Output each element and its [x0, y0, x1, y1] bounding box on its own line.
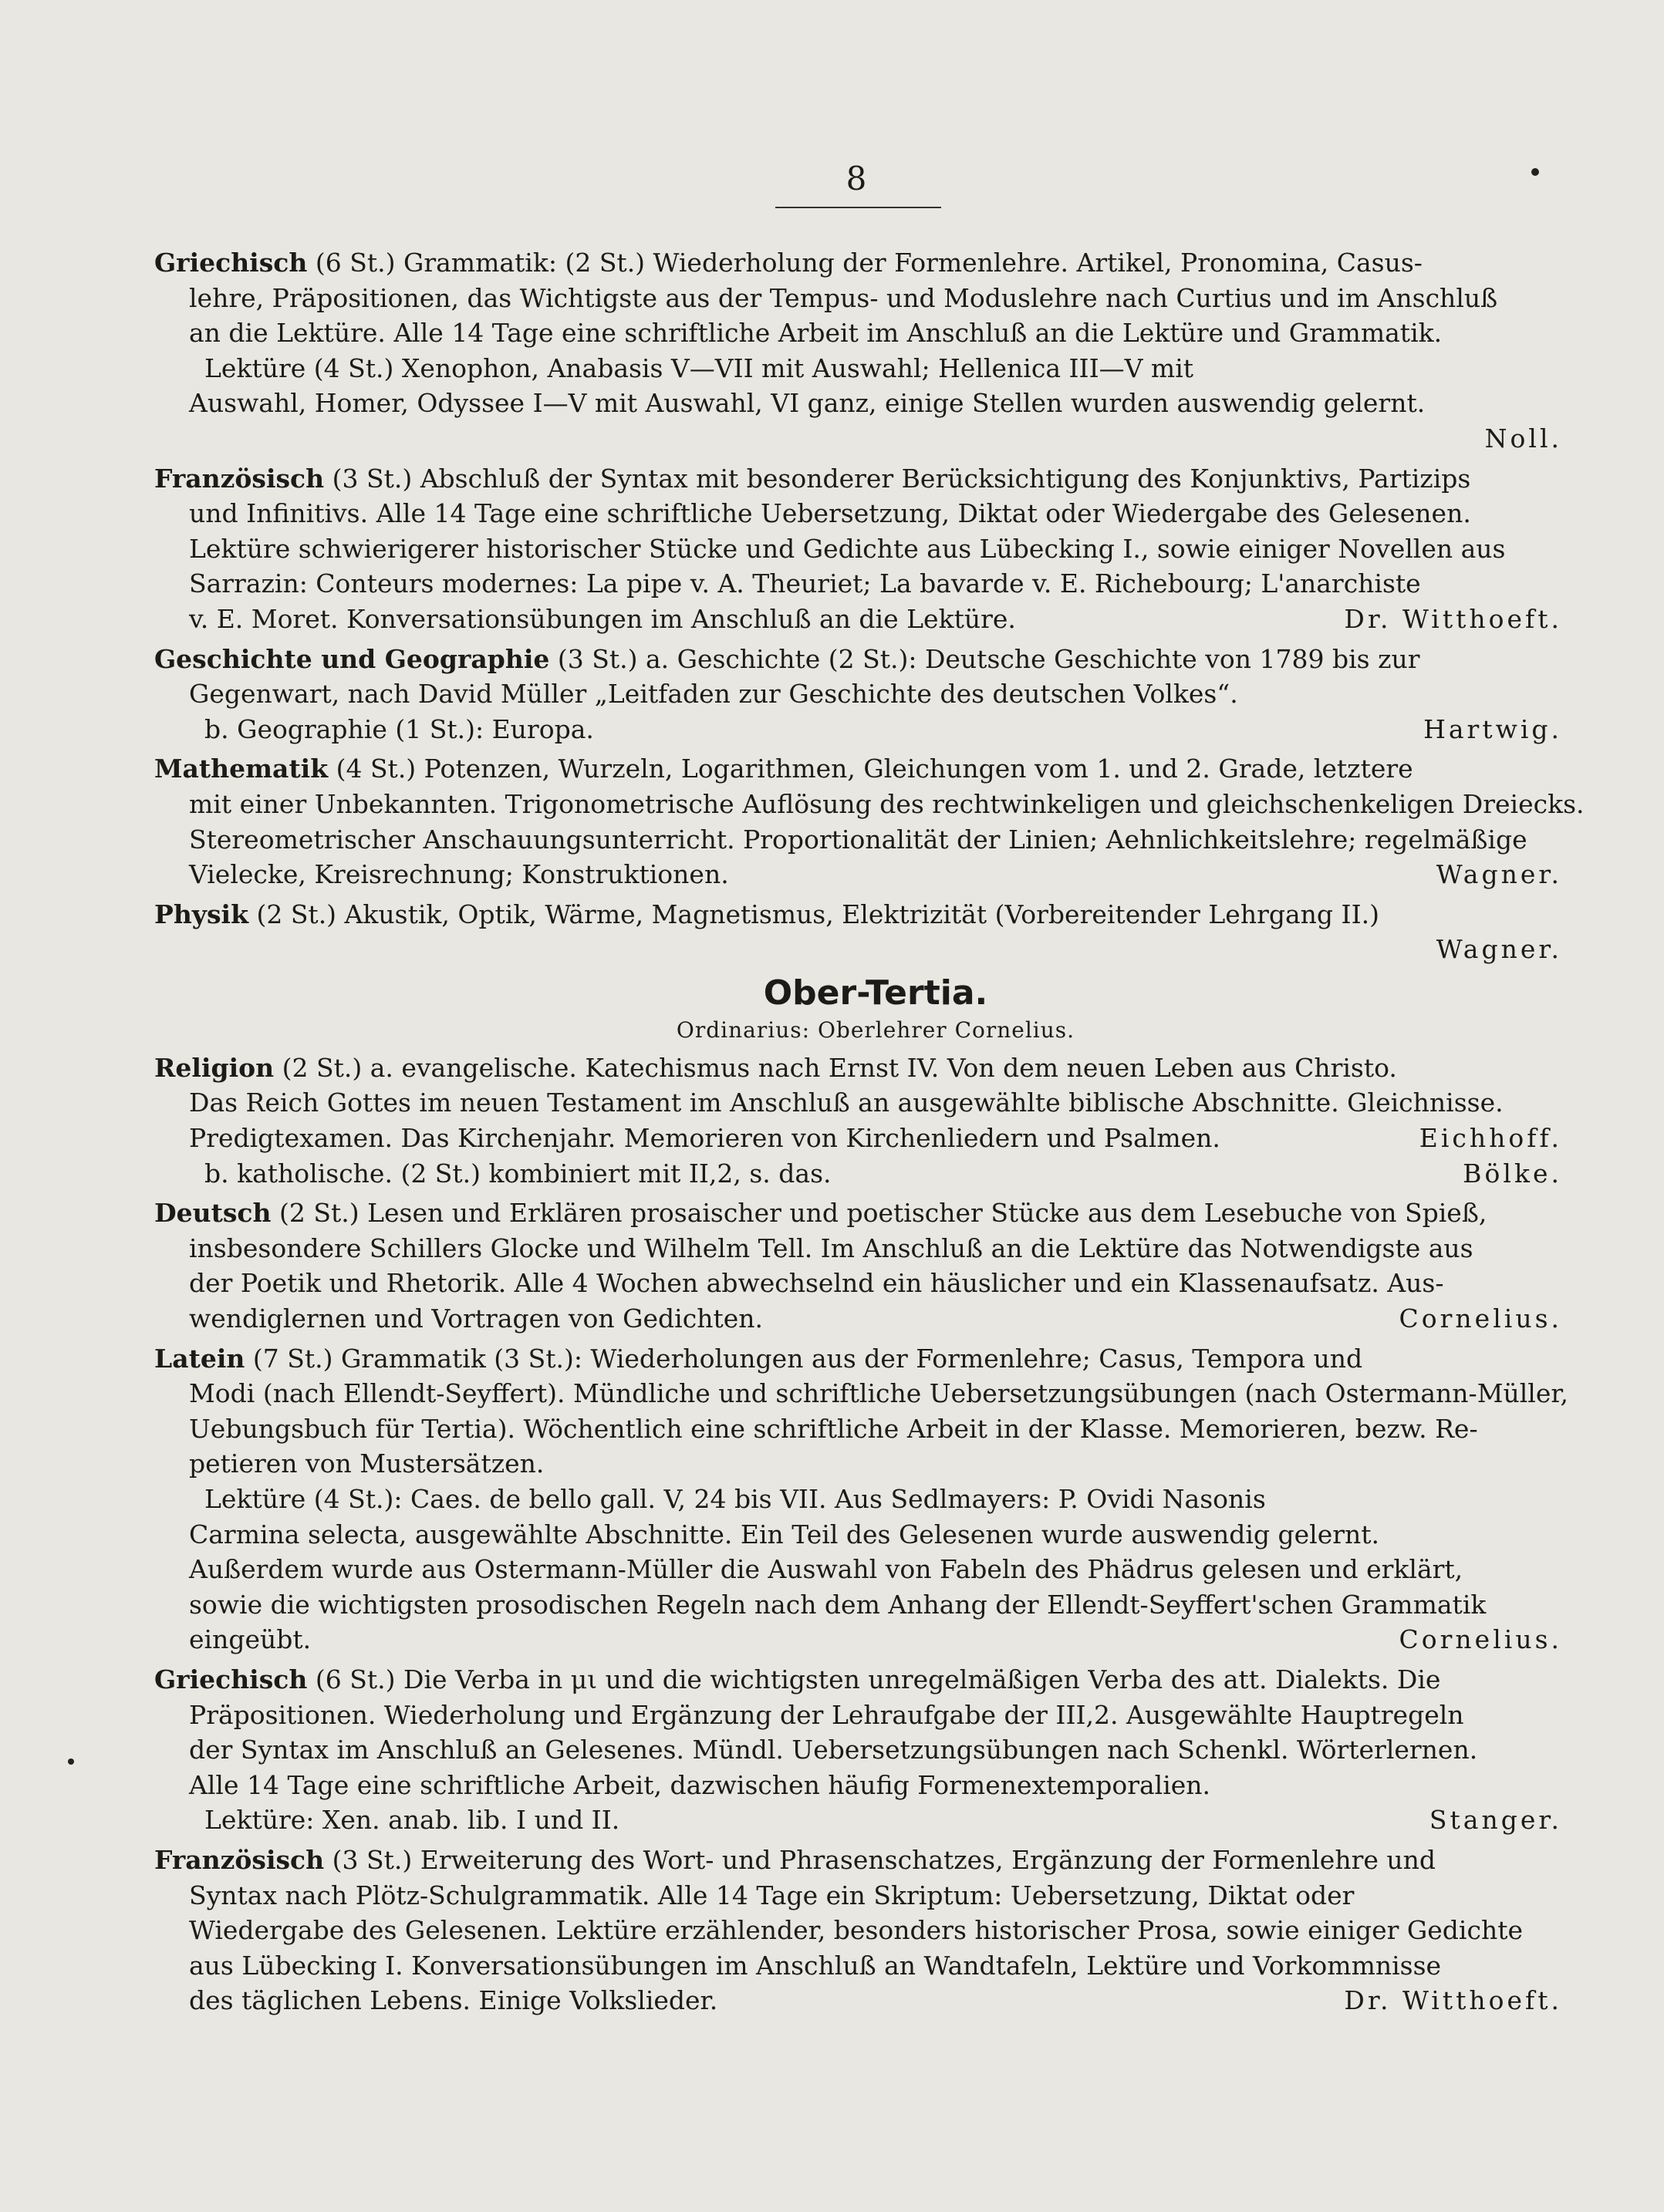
class-heading: Ober-Tertia.: [763, 973, 988, 1013]
print-speck: [1531, 168, 1539, 176]
teacher-name: Cornelius.: [1399, 1624, 1562, 1655]
text-line: (3 St.) Abschluß der Syntax mit besonderer Berücksichtigung des Konjunktivs, Partizips: [332, 463, 1471, 494]
text-line: Sarrazin: Conteurs modernes: La pipe v. A. Theuriet; La bavarde v. E. Richebourg; L'anarchiste: [189, 568, 1421, 599]
text-line: Vielecke, Kreisrechnung; Konstruktionen.: [189, 859, 729, 890]
text-line: b. Geographie (1 St.): Europa.: [204, 713, 594, 744]
teacher-name: Bölke.: [1463, 1158, 1562, 1189]
page-number: 8: [846, 160, 867, 197]
text-line: der Poetik und Rhetorik. Alle 4 Wochen abwechselnd ein häuslicher und ein Klassenaufsatz. Aus-: [189, 1268, 1444, 1299]
section-latein: [154, 1341, 1569, 1657]
text-line: insbesondere Schillers Glocke und Wilhelm Tell. Im Anschluß an die Lektüre das Notwendigste aus: [189, 1232, 1473, 1263]
teacher-name: Cornelius.: [1399, 1303, 1562, 1334]
text-line: und Infinitivs. Alle 14 Tage eine schriftliche Uebersetzung, Diktat oder Wiedergabe des Gelesenen.: [189, 498, 1471, 529]
subject-title: Geschichte und Geographie: [154, 643, 550, 674]
text-line: (7 St.) Grammatik (3 St.): Wiederholungen aus der Formenlehre; Casus, Tempora und: [252, 1343, 1363, 1374]
text-line: Uebungsbuch für Tertia). Wöchentlich eine schriftliche Arbeit in der Klasse. Memorieren, bezw. Re-: [189, 1413, 1478, 1444]
section-mathematik: [154, 751, 1585, 892]
text-line: (2 St.) a. evangelische. Katechismus nach Ernst IV. Von dem neuen Leben aus Christo.: [282, 1052, 1397, 1083]
teacher-name: Dr. Witthoeft.: [1344, 1985, 1562, 2016]
subject-title: Deutsch: [154, 1198, 272, 1229]
section-physik: [154, 897, 1562, 967]
text-line: Stereometrischer Anschauungsunterricht. Proportionalität der Linien; Aehnlichkeitslehre; regelmäßige: [189, 824, 1527, 855]
subject-title: Physik: [154, 899, 248, 929]
teacher-name: Dr. Witthoeft.: [1344, 603, 1562, 634]
section-griechisch-1: [154, 245, 1562, 457]
section-franzoesisch-1: [154, 461, 1562, 637]
subject-title: Griechisch: [154, 1664, 308, 1694]
text-line: Carmina selecta, ausgewählte Abschnitte. Ein Teil des Gelesenen wurde auswendig gelernt.: [189, 1519, 1380, 1549]
text-line: Predigtexamen. Das Kirchenjahr. Memorieren von Kirchenliedern und Psalmen.: [189, 1123, 1220, 1154]
text-line: Alle 14 Tage eine schriftliche Arbeit, dazwischen häufig Formenextemporalien.: [189, 1769, 1211, 1800]
teacher-name: Wagner.: [1436, 934, 1562, 965]
text-line: (3 St.) a. Geschichte (2 St.): Deutsche Geschichte von 1789 bis zur: [557, 643, 1420, 674]
text-line: aus Lübecking I. Konversationsübungen im Anschluß an Wandtafeln, Lektüre und Vorkommnisse: [189, 1950, 1442, 1981]
section-franzoesisch-2: [154, 1843, 1562, 2018]
text-line: b. katholische. (2 St.) kombiniert mit II,2, s. das.: [204, 1158, 832, 1189]
subject-title: Französisch: [154, 463, 325, 494]
section-religion: [154, 1050, 1562, 1191]
teacher-name: Hartwig.: [1423, 713, 1562, 744]
text-line: (3 St.) Erweiterung des Wort- und Phrasenschatzes, Ergänzung der Formenlehre und: [332, 1844, 1436, 1875]
text-line: (2 St.) Lesen und Erklären prosaischer und poetischer Stücke aus dem Lesebuche von Spieß,: [279, 1198, 1487, 1229]
text-line: Syntax nach Plötz-Schulgrammatik. Alle 14 Tage ein Skriptum: Uebersetzung, Diktat oder: [189, 1880, 1355, 1910]
text-line: Lektüre (4 St.) Xenophon, Anabasis V—VII mit Auswahl; Hellenica III—V mit: [204, 352, 1194, 383]
text-line: mit einer Unbekannten. Trigonometrische Auflösung des rechtwinkeligen und gleichschenkeligen Dreiecks.: [189, 788, 1585, 819]
ordinarius-line: Ordinarius: Oberlehrer Cornelius.: [676, 1017, 1075, 1043]
text-line: petieren von Mustersätzen.: [189, 1448, 545, 1479]
teacher-name: Wagner.: [1436, 859, 1562, 890]
text-line: Lektüre schwierigerer historischer Stücke und Gedichte aus Lübecking I., sowie einiger Novellen aus: [189, 533, 1506, 564]
teacher-name: Stanger.: [1429, 1805, 1562, 1836]
text-line: Auswahl, Homer, Odyssee I—V mit Auswahl, VI ganz, einige Stellen wurden auswendig gelernt.: [189, 388, 1426, 419]
text-line: des täglichen Lebens. Einige Volkslieder.: [189, 1985, 718, 2016]
text-line: (2 St.) Akustik, Optik, Wärme, Magnetismus, Elektrizität (Vorbereitender Lehrgang II.): [256, 899, 1379, 929]
section-deutsch: [154, 1195, 1562, 1336]
text-line: Außerdem wurde aus Ostermann-Müller die Auswahl von Fabeln des Phädrus gelesen und erklärt,: [189, 1554, 1463, 1585]
subject-title: Mathematik: [154, 754, 329, 784]
text-line: Gegenwart, nach David Müller „Leitfaden zur Geschichte des deutschen Volkes“.: [189, 679, 1238, 710]
subject-title: Religion: [154, 1052, 275, 1083]
text-line: Wiedergabe des Gelesenen. Lektüre erzählender, besonders historischer Prosa, sowie einiger Gedichte: [189, 1915, 1524, 1946]
text-line: (6 St.) Die Verba in μι und die wichtigsten unregelmäßigen Verba des att. Dialekts. Die: [315, 1664, 1441, 1694]
text-line: (6 St.) Grammatik: (2 St.) Wiederholung der Formenlehre. Artikel, Pronomina, Casus-: [315, 248, 1423, 278]
section-geschichte: [154, 642, 1562, 747]
page-number-rule: [775, 207, 941, 208]
print-speck: [68, 1758, 74, 1765]
text-line: Das Reich Gottes im neuen Testament im Anschluß an ausgewählte biblische Abschnitte. Gleichnisse.: [189, 1087, 1504, 1118]
page-content: [154, 245, 1585, 2023]
subject-title: Griechisch: [154, 248, 308, 278]
teacher-name: Eichhoff.: [1419, 1123, 1562, 1154]
text-line: eingeübt.: [189, 1624, 312, 1655]
text-line: der Syntax im Anschluß an Gelesenes. Mündl. Uebersetzungsübungen nach Schenkl. Wörterlernen.: [189, 1735, 1478, 1765]
text-line: v. E. Moret. Konversationsübungen im Anschluß an die Lektüre.: [189, 603, 1016, 634]
text-line: Präpositionen. Wiederholung und Ergänzung der Lehraufgabe der III,2. Ausgewählte Hauptregeln: [189, 1699, 1464, 1730]
text-line: Lektüre (4 St.): Caes. de bello gall. V, 24 bis VII. Aus Sedlmayers: P. Ovidi Nasonis: [204, 1484, 1266, 1514]
text-line: lehre, Präpositionen, das Wichtigste aus der Tempus- und Moduslehre nach Curtius und im Anschluß: [189, 282, 1498, 313]
section-griechisch-2: [154, 1662, 1562, 1838]
subject-title: Französisch: [154, 1844, 325, 1875]
text-line: Modi (nach Ellendt-Seyffert). Mündliche und schriftliche Uebersetzungsübungen (nach Ostermann-Müller,: [189, 1378, 1569, 1409]
teacher-name: Noll.: [1484, 423, 1562, 454]
text-line: sowie die wichtigsten prosodischen Regeln nach dem Anhang der Ellendt-Seyffert'schen Grammatik: [189, 1589, 1487, 1620]
text-line: (4 St.) Potenzen, Wurzeln, Logarithmen, Gleichungen vom 1. und 2. Grade, letztere: [336, 754, 1413, 784]
text-line: an die Lektüre. Alle 14 Tage eine schriftliche Arbeit im Anschluß an die Lektüre und Grammatik.: [189, 318, 1443, 349]
text-line: wendiglernen und Vortragen von Gedichten.: [189, 1303, 763, 1334]
text-line: Lektüre: Xen. anab. lib. I und II.: [204, 1805, 620, 1836]
subject-title: Latein: [154, 1343, 245, 1374]
